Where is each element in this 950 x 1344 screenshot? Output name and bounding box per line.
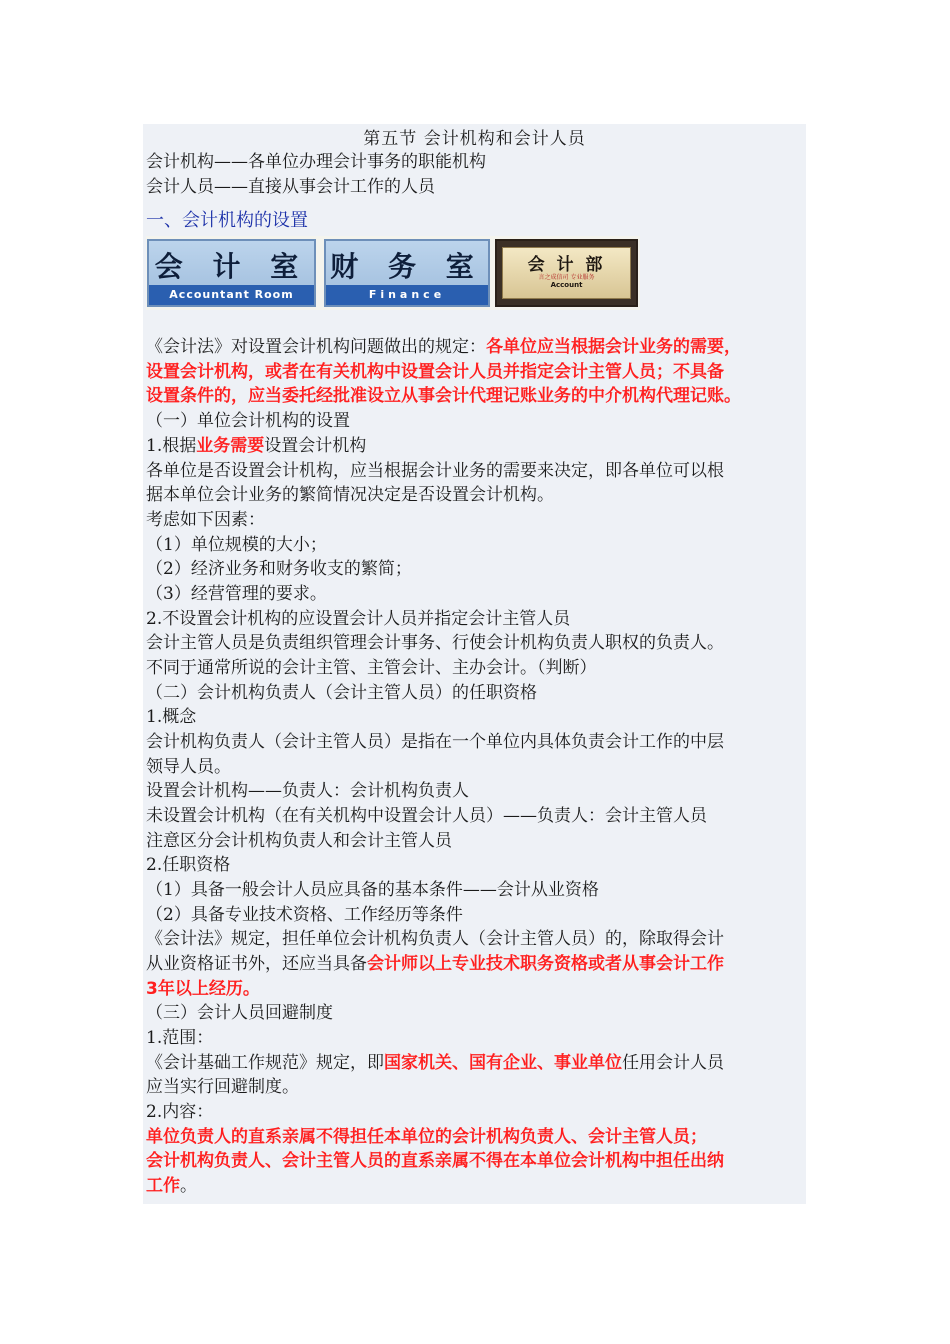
paragraph-line: 会计主管人员是负责组织管理会计事务、行使会计机构负责人职权的负责人。 <box>146 633 724 653</box>
paragraph-line: 1.概念 <box>146 707 197 727</box>
list-item: （2）具备专业技术资格、工作经历等条件 <box>146 905 463 925</box>
paragraph-line: 注意区分会计机构负责人和会计主管人员 <box>146 831 452 851</box>
list-item: （1）单位规模的大小； <box>146 535 327 555</box>
paragraph-line: 单位负责人的直系亲属不得担任本单位的会计机构负责人、会计主管人员； <box>146 1127 707 1147</box>
law-paragraph-line-1: 《会计法》对设置会计机构问题做出的规定：各单位应当根据会计业务的需要， <box>146 337 741 357</box>
paragraph-line: 3年以上经历。 <box>146 979 260 999</box>
paragraph-line: 会计机构负责人（会计主管人员）是指在一个单位内具体负责会计工作的中层 <box>146 732 724 752</box>
law-paragraph-line-3: 设置条件的，应当委托经批准设立从事会计代理记账业务的中介机构代理记账。 <box>146 386 741 406</box>
list-item: （3）经营管理的要求。 <box>146 584 327 604</box>
definition-accounting-staff: 会计人员——直接从事会计工作的人员 <box>146 177 435 197</box>
list-item: （2）经济业务和财务收支的繁简； <box>146 559 412 579</box>
paragraph-line: 《会计基础工作规范》规定，即国家机关、国有企业、事业单位任用会计人员 <box>146 1053 724 1073</box>
point-business-need: 1.根据业务需要设置会计机构 <box>146 436 367 456</box>
heading-agency-setup: 一、会计机构的设置 <box>146 210 308 231</box>
paragraph-line: 各单位是否设置会计机构，应当根据会计业务的需要来决定，即各单位可以根 <box>146 461 724 481</box>
heading-unit-agency: （一）单位会计机构的设置 <box>146 411 350 431</box>
paragraph-line: 应当实行回避制度。 <box>146 1077 299 1097</box>
paragraph-line: 不同于通常所说的会计主管、主管会计、主办会计。（判断） <box>146 658 597 678</box>
office-sign-images <box>146 236 640 310</box>
paragraph-line: 据本单位会计业务的繁简情况决定是否设置会计机构。 <box>146 485 554 505</box>
paragraph-line: 会计机构负责人、会计主管人员的直系亲属不得在本单位会计机构中担任出纳 <box>146 1151 724 1171</box>
definition-accounting-agency: 会计机构——各单位办理会计事务的职能机构 <box>146 152 486 172</box>
paragraph-line: 《会计法》规定，担任单位会计机构负责人（会计主管人员）的，除取得会计 <box>146 929 724 949</box>
paragraph-line: 2.不设置会计机构的应设置会计人员并指定会计主管人员 <box>146 609 571 629</box>
document-page <box>143 124 806 1204</box>
paragraph-line: 2.内容： <box>146 1102 214 1122</box>
heading-qualifications: （二）会计机构负责人（会计主管人员）的任职资格 <box>146 683 537 703</box>
list-item: （1）具备一般会计人员应具备的基本条件——会计从业资格 <box>146 880 599 900</box>
paragraph-line: 领导人员。 <box>146 757 231 777</box>
paragraph-line: 未设置会计机构（在有关机构中设置会计人员）——负责人：会计主管人员 <box>146 806 707 826</box>
sign-accountant-room: 会 计 室 Accountant Room <box>147 239 316 307</box>
paragraph-line: 工作。 <box>146 1176 197 1196</box>
sign-account-dept: 会 计 部 言之成信司 专业服务 Account <box>495 239 638 307</box>
paragraph-line: 从业资格证书外，还应当具备会计师以上专业技术职务资格或者从事会计工作 <box>146 954 724 974</box>
paragraph-line: 考虑如下因素： <box>146 510 265 530</box>
paragraph-line: 2.任职资格 <box>146 855 231 875</box>
section-title: 第五节 会计机构和会计人员 <box>363 129 586 149</box>
law-paragraph-line-2: 设置会计机构，或者在有关机构中设置会计人员并指定会计主管人员；不具备 <box>146 362 724 382</box>
paragraph-line: 设置会计机构——负责人：会计机构负责人 <box>146 781 469 801</box>
sign-finance: 财 务 室 Finance <box>324 239 490 307</box>
heading-avoidance-system: （三）会计人员回避制度 <box>146 1003 333 1023</box>
paragraph-line: 1.范围： <box>146 1028 214 1048</box>
